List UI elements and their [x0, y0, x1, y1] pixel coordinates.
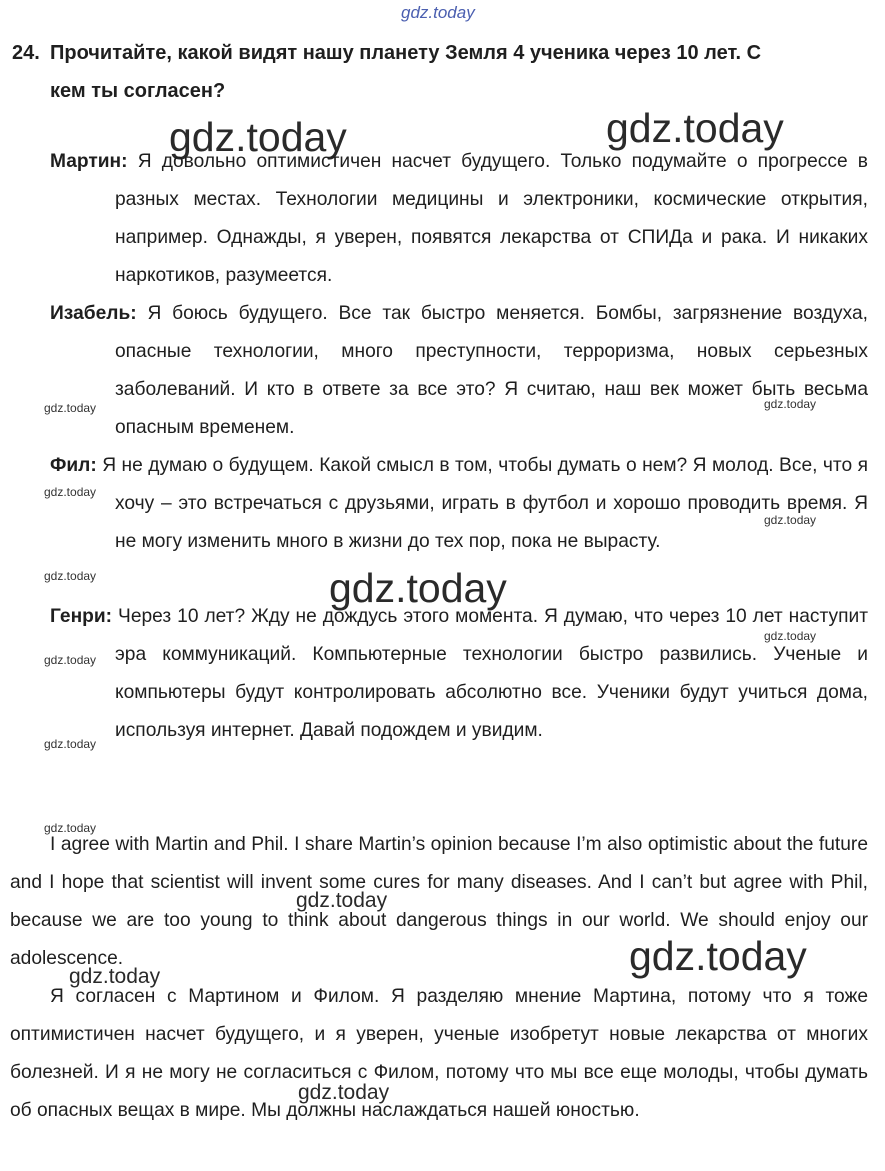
speaker-text: Через 10 лет? Жду не дождусь этого момента. Я думаю, что через 10 лет наступит эра коммуникаций. Компьютерные технологии быстро развились. Ученые и компьютеры будут контролировать абсолютно все. Ученики будут учиться дома, используя интернет. Давай подождем и увидим.: [115, 606, 868, 741]
watermark-top: gdz.today: [401, 3, 475, 22]
speaker-text: Я не думаю о будущем. Какой смысл в том, чтобы думать о нем? Я молод. Все, что я хочу – это встречаться с друзьями, играть в футбол и хорошо проводить время. Я не могу изменить много в жизни до тех пор, пока не вырасту.: [102, 455, 868, 552]
answer-russian: [10, 978, 868, 1130]
watermark-small: gdz.today: [44, 485, 97, 499]
watermark-medium: gdz.today: [69, 965, 161, 988]
answer-russian-text: Я согласен с Мартином и Филом. Я разделяю мнение Мартина, потому что я тоже оптимистичен насчет будущего, и я уверен, ученые изобретут новые лекарства от многих болезней. И я не могу не согласиться с Филом, потому что мы все еще молоды, чтобы думать об опасных вещах в мире. Мы должны наслаждаться нашей юностью.: [10, 986, 868, 1121]
watermark-medium: gdz.today: [298, 1081, 390, 1104]
dialog-phil: [50, 447, 868, 561]
watermark-small: gdz.today: [44, 737, 97, 751]
task-heading: [12, 34, 870, 110]
watermark-large: gdz.today: [606, 105, 784, 151]
watermark-small: gdz.today: [764, 629, 817, 643]
speaker-text: Я боюсь будущего. Все так быстро меняется. Бомбы, загрязнение воздуха, опасные технологии, много преступности, терроризма, новых серьезных заболеваний. И кто в ответе за все это? Я считаю, наш век может быть весьма опасным временем.: [115, 303, 868, 438]
task-text-line1: Прочитайте, какой видят нашу планету Земля 4 ученика через 10 лет. С: [50, 42, 762, 64]
watermark-small: gdz.today: [44, 569, 97, 583]
dialog-henry: [50, 598, 868, 750]
answer-english-text: I agree with Martin and Phil. I share Martin’s opinion because I’m also optimistic about the future and I hope that scientist will invent some cures for many diseases. And I can’t but agree with Phil, because we are too young to think about dangerous things in our world. We should enjoy our adolescence.: [10, 834, 868, 969]
speaker-name: Фил:: [50, 455, 97, 476]
task-text-line2: кем ты согласен?: [50, 80, 226, 102]
watermark-small: gdz.today: [764, 397, 817, 411]
watermark-large: gdz.today: [169, 114, 347, 160]
dialog-martin: [50, 143, 868, 295]
speaker-name: Изабель:: [50, 303, 137, 324]
watermark-medium: gdz.today: [296, 889, 388, 912]
watermark-small: gdz.today: [44, 401, 97, 415]
answer-english: [10, 826, 868, 978]
watermark-large: gdz.today: [329, 565, 507, 611]
task-number: 24.: [12, 42, 40, 64]
watermark-large: gdz.today: [629, 933, 807, 979]
speaker-text: Я довольно оптимистичен насчет будущего. Только подумайте о прогрессе в разных местах. Технологии медицины и электроники, космические открытия, например. Однажды, я уверен, появятся лекарства от СПИДа и рака. И никаких наркотиков, разумеется.: [115, 151, 868, 286]
speaker-name: Мартин:: [50, 151, 128, 172]
dialog-isabel: [50, 295, 868, 447]
speaker-name: Генри:: [50, 606, 113, 627]
watermark-small: gdz.today: [764, 513, 817, 527]
watermark-small: gdz.today: [44, 653, 97, 667]
watermark-small: gdz.today: [44, 821, 97, 835]
